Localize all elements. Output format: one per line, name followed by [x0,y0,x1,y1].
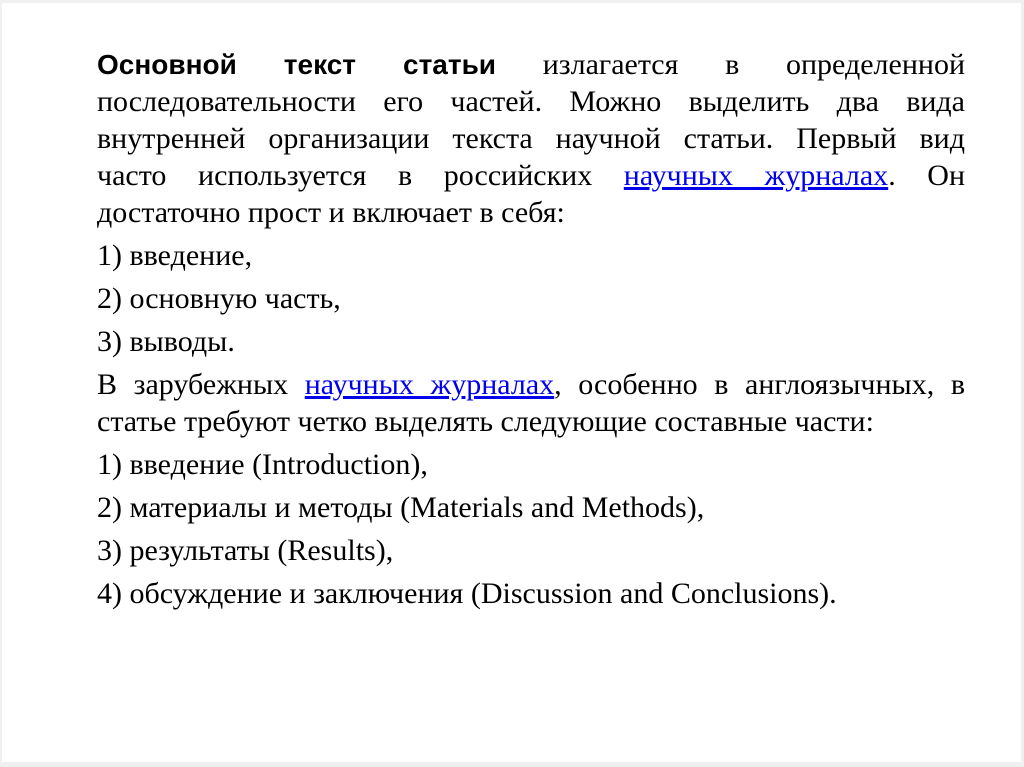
text-line [97,83,965,120]
list-item: 3) результаты (Results), [97,534,394,567]
list-item: 1) введение (Introduction), [97,448,428,481]
text-segment: В зарубежных [97,368,305,401]
text-line [97,366,965,403]
text-line [97,46,965,83]
intro-paragraph [97,46,965,231]
list-item: 4) обсуждение и заключения (Discussion and Conclusions). [97,577,837,610]
imrad-structure-list [97,446,965,612]
bold-lead-in: Основной текст статьи [97,49,496,80]
list-item: 1) введение, [97,239,253,272]
text-segment: излагается в определенной [496,48,966,81]
text-line [97,157,965,194]
russian-structure-list [97,237,965,360]
text-segment: . Он [888,159,965,192]
list-item: 2) материалы и методы (Materials and Methods), [97,491,705,524]
text-line [97,120,965,157]
text-segment: последовательности его частей. Можно выделить два вида [97,85,965,118]
text-line [97,403,965,440]
text-segment: статье требуют четко выделять следующие составные части: [97,405,874,438]
text-segment: внутренней организации текста научной статьи. Первый вид [97,122,965,155]
text-segment: достаточно прост и включает в себя: [97,196,565,229]
list-item: 3) выводы. [97,325,235,358]
slide-content [97,46,965,612]
text-segment: , особенно в англоязычных, в [554,368,965,401]
journal-link[interactable]: научных журналах [623,159,889,192]
text-line [97,194,965,231]
list-item: 2) основную часть, [97,282,341,315]
journal-link[interactable]: научных журналах [304,368,555,401]
foreign-journals-paragraph [97,366,965,440]
text-segment: часто используется в российских [97,159,624,192]
